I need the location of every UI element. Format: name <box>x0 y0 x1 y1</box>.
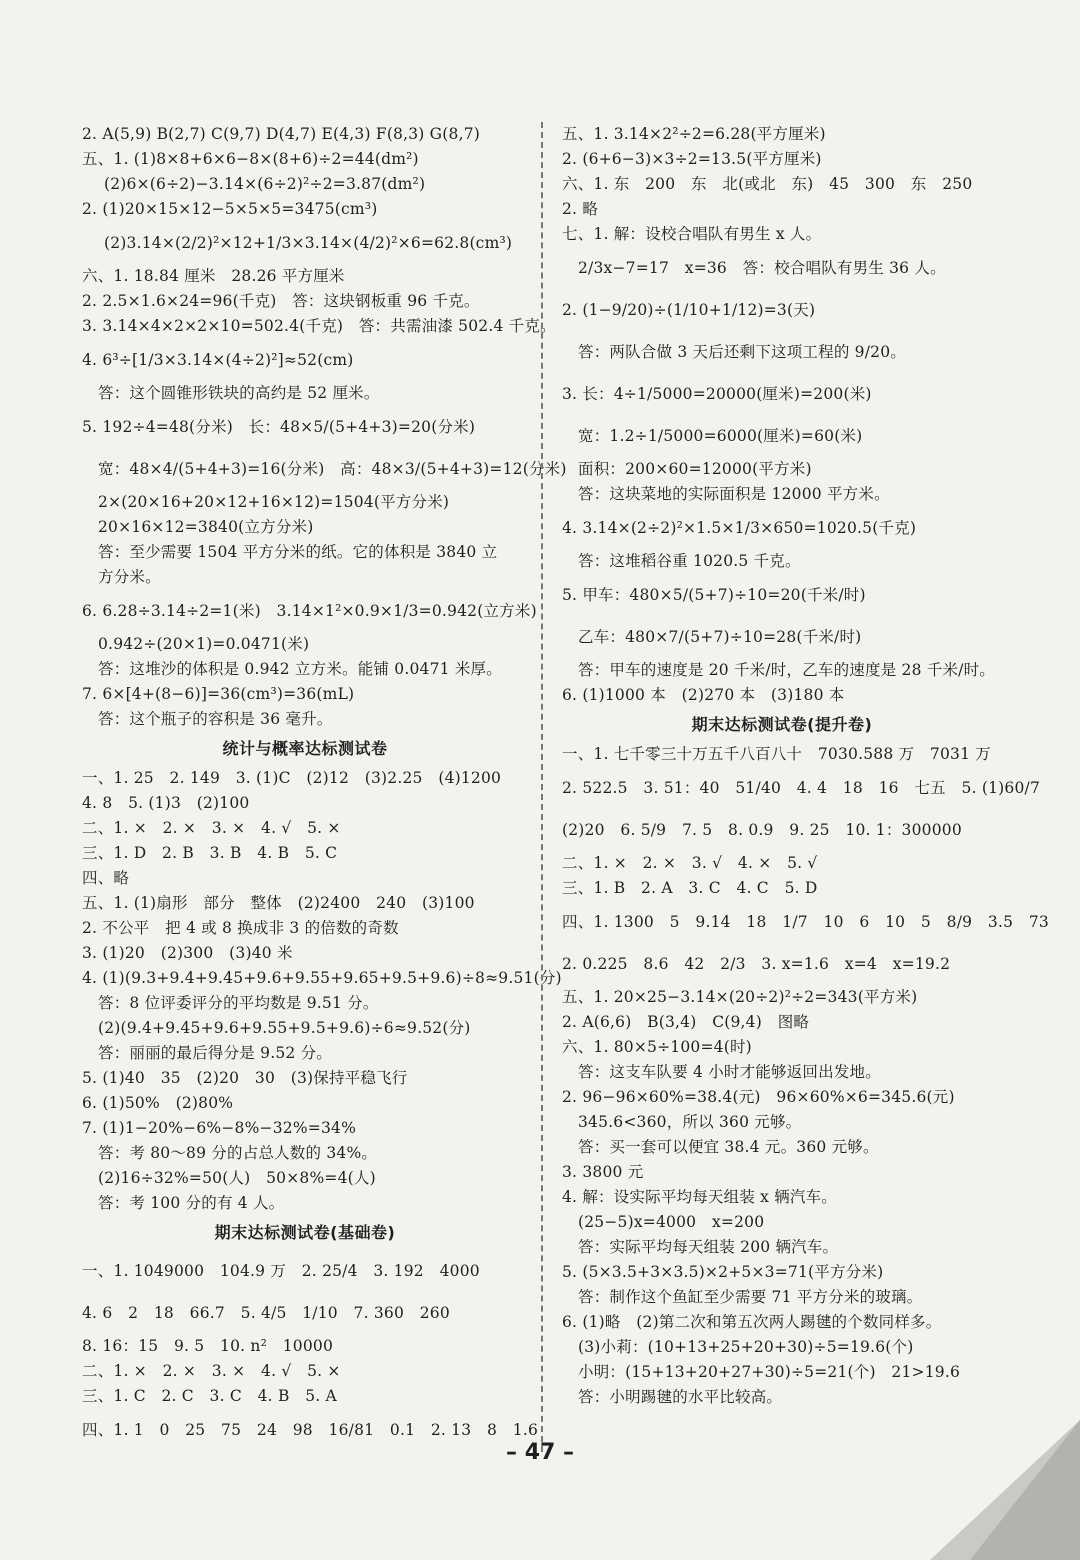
answer-line: 345.6<360，所以 360 元够。 <box>578 1113 802 1131</box>
answer-line: 2. 522.5 3. 51：40 51/40 4. 4 18 16 七五 5. (1)60/7 <box>562 779 1041 797</box>
answer-line: 二、1. × 2. × 3. × 4. √ 5. × <box>82 1362 341 1380</box>
section-title: 期末达标测试卷(基础卷) <box>214 1223 396 1242</box>
section-title: 统计与概率达标测试卷 <box>222 739 388 758</box>
answer-line: 3. 3800 元 <box>562 1163 644 1181</box>
answer-line: 0.942÷(20×1)=0.0471(米) <box>98 635 310 653</box>
answer-line: 一、1. 25 2. 149 3. (1)C (2)12 (3)2.25 (4)1200 <box>82 769 502 787</box>
page-corner-curl <box>930 1420 1080 1560</box>
answer-line: 答：至少需要 1504 平方分米的纸。它的体积是 3840 立 <box>98 543 498 561</box>
section-title: 期末达标测试卷(提升卷) <box>691 715 873 734</box>
answer-line: 4. 解：设实际平均每天组装 x 辆汽车。 <box>562 1188 838 1206</box>
answer-line: 答：这堆沙的体积是 0.942 立方米。能铺 0.0471 米厚。 <box>98 660 502 678</box>
answer-line: 答：甲车的速度是 20 千米/时，乙车的速度是 28 千米/时。 <box>578 661 996 679</box>
answer-line: 面积：200×60=12000(平方米) <box>578 460 812 478</box>
answer-line: 方分米。 <box>98 568 161 586</box>
answer-line: 五、1. (1)扇形 部分 整体 (2)2400 240 (3)100 <box>82 894 475 912</box>
answer-line: 2. (6+6−3)×3÷2=13.5(平方厘米) <box>562 150 822 168</box>
answer-line: 6. (1)50% (2)80% <box>82 1094 234 1112</box>
answer-line: 6. 6.28÷3.14÷2=1(米) 3.14×1²×0.9×1/3=0.942(立方米) <box>82 602 537 620</box>
answer-line: 2/3x−7=17 x=36 答：校合唱队有男生 36 人。 <box>578 259 946 277</box>
answer-line: 答：两队合做 3 天后还剩下这项工程的 9/20。 <box>578 343 906 361</box>
answer-line: 4. 6³÷[1/3×3.14×(4÷2)²]≈52(cm) <box>82 351 354 369</box>
answer-line: 四、1. 1300 5 9.14 18 1/7 10 6 10 5 8/9 3.5 73 <box>562 913 1049 931</box>
answer-line: (2)16÷32%=50(人) 50×8%=4(人) <box>98 1169 376 1187</box>
answer-line: 宽：48×4/(5+4+3)=16(分米) 高：48×3/(5+4+3)=12(分米) <box>98 460 567 478</box>
answer-line: 2. 96−96×60%=38.4(元) 96×60%×6=345.6(元) <box>562 1088 955 1106</box>
answer-line: 一、1. 1049000 104.9 万 2. 25/4 3. 192 4000 <box>82 1262 480 1280</box>
answer-line: 一、1. 七千零三十万五千八百八十 7030.588 万 7031 万 <box>562 745 991 763</box>
answer-line: 四、略 <box>82 869 130 887</box>
answer-line: 2. (1)20×15×12−5×5×5=3475(cm³) <box>82 200 378 218</box>
answer-line: 答：这个圆锥形铁块的高约是 52 厘米。 <box>98 384 380 402</box>
answer-line: 2. (1−9/20)÷(1/10+1/12)=3(天) <box>562 301 816 319</box>
answer-line: 二、1. × 2. × 3. √ 4. × 5. √ <box>562 854 818 872</box>
answer-line: 2×(20×16+20×12+16×12)=1504(平方分米) <box>98 493 450 511</box>
column-divider <box>541 122 543 1452</box>
answer-line: 三、1. D 2. B 3. B 4. B 5. C <box>82 844 338 862</box>
answer-line: 答：这支车队要 4 小时才能够返回出发地。 <box>578 1063 881 1081</box>
answer-line: 五、1. 3.14×2²÷2=6.28(平方厘米) <box>562 125 826 143</box>
answer-line: 2. 0.225 8.6 42 2/3 3. x=1.6 x=4 x=19.2 <box>562 955 951 973</box>
answer-line: (3)小莉：(10+13+25+20+30)÷5=19.6(个) <box>578 1338 914 1356</box>
answer-line: 小明：(15+13+20+27+30)÷5=21(个) 21>19.6 <box>578 1363 961 1381</box>
answer-line: 20×16×12=3840(立方分米) <box>98 518 314 536</box>
answer-line: 2. A(6,6) B(3,4) C(9,4) 图略 <box>562 1013 810 1031</box>
answer-line: 3. 3.14×4×2×2×10=502.4(千克) 答：共需油漆 502.4 千克。 <box>82 317 556 335</box>
answer-line: 四、1. 1 0 25 75 24 98 16/81 0.1 2. 13 8 1.6 <box>82 1421 539 1439</box>
answer-line: 4. (1)(9.3+9.4+9.45+9.6+9.55+9.65+9.5+9.6)÷8≈9.51(分) <box>82 969 562 987</box>
answer-line: 答：考 80～89 分的占总人数的 34%。 <box>98 1144 378 1162</box>
answer-line: (25−5)x=4000 x=200 <box>578 1213 765 1231</box>
answer-line: 5. 192÷4=48(分米) 长：48×5/(5+4+3)=20(分米) <box>82 418 476 436</box>
answer-line: 三、1. B 2. A 3. C 4. C 5. D <box>562 879 818 897</box>
answer-line: 三、1. C 2. C 3. C 4. B 5. A <box>82 1387 337 1405</box>
answer-line: 5. (1)40 35 (2)20 30 (3)保持平稳飞行 <box>82 1069 408 1087</box>
answer-line: (2)6×(6÷2)−3.14×(6÷2)²÷2=3.87(dm²) <box>104 175 426 193</box>
answer-line: 8. 16：15 9. 5 10. n² 10000 <box>82 1337 334 1355</box>
answer-line: 答：实际平均每天组装 200 辆汽车。 <box>578 1238 839 1256</box>
answer-line: 2. 不公平 把 4 或 8 换成非 3 的倍数的奇数 <box>82 919 399 937</box>
answer-line: 3. (1)20 (2)300 (3)40 米 <box>82 944 293 962</box>
answer-line: 六、1. 80×5÷100=4(时) <box>562 1038 752 1056</box>
answer-line: 七、1. 解：设校合唱队有男生 x 人。 <box>562 225 822 243</box>
answer-line: 答：制作这个鱼缸至少需要 71 平方分米的玻璃。 <box>578 1288 923 1306</box>
answer-line: 五、1. 20×25−3.14×(20÷2)²÷2=343(平方米) <box>562 988 918 1006</box>
answer-line: (2)(9.4+9.45+9.6+9.55+9.5+9.6)÷6≈9.52(分) <box>98 1019 471 1037</box>
answer-line: 六、1. 东 200 东 北(或北 东) 45 300 东 250 <box>562 175 973 193</box>
answer-line: 答：这堆稻谷重 1020.5 千克。 <box>578 552 801 570</box>
answer-line: 5. (5×3.5+3×3.5)×2+5×3=71(平方分米) <box>562 1263 884 1281</box>
answer-line: 答：买一套可以便宜 38.4 元。360 元够。 <box>578 1138 879 1156</box>
answer-line: 答：丽丽的最后得分是 9.52 分。 <box>98 1044 332 1062</box>
answer-line: (2)3.14×(2/2)²×12+1/3×3.14×(4/2)²×6=62.8(cm³) <box>104 234 513 252</box>
answer-line: 7. 6×[4+(8−6)]=36(cm³)=36(mL) <box>82 685 355 703</box>
answer-line: 2. 略 <box>562 200 599 218</box>
answer-line: 6. (1)略 (2)第二次和第五次两人踢毽的个数同样多。 <box>562 1313 942 1331</box>
answer-line: (2)20 6. 5/9 7. 5 8. 0.9 9. 25 10. 1：300000 <box>562 821 962 839</box>
left-column <box>82 122 567 1451</box>
answer-line: 六、1. 18.84 厘米 28.26 平方厘米 <box>82 267 345 285</box>
answer-line: 答：考 100 分的有 4 人。 <box>98 1194 285 1212</box>
answer-line: 6. (1)1000 本 (2)270 本 (3)180 本 <box>562 686 845 704</box>
answer-line: 4. 8 5. (1)3 (2)100 <box>82 794 250 812</box>
answer-line: 答：8 位评委评分的平均数是 9.51 分。 <box>98 994 379 1012</box>
answer-line: 7. (1)1−20%−6%−8%−32%=34% <box>82 1119 357 1137</box>
answer-line: 乙车：480×7/(5+7)÷10=28(千米/时) <box>578 628 862 646</box>
answer-line: 二、1. × 2. × 3. × 4. √ 5. × <box>82 819 341 837</box>
answer-line: 2. 2.5×1.6×24=96(千克) 答：这块钢板重 96 千克。 <box>82 292 480 310</box>
answer-line: 4. 3.14×(2÷2)²×1.5×1/3×650=1020.5(千克) <box>562 519 917 537</box>
page-number: – 47 – <box>506 1440 574 1465</box>
answer-line: 4. 6 2 18 66.7 5. 4/5 1/10 7. 360 260 <box>82 1304 450 1322</box>
right-column <box>562 122 1049 1410</box>
answer-line: 3. 长：4÷1/5000=20000(厘米)=200(米) <box>562 385 872 403</box>
answer-line: 宽：1.2÷1/5000=6000(厘米)=60(米) <box>578 427 863 445</box>
answer-line: 5. 甲车：480×5/(5+7)÷10=20(千米/时) <box>562 586 866 604</box>
answer-line: 答：小明踢毽的水平比较高。 <box>578 1388 783 1406</box>
answer-line: 五、1. (1)8×8+6×6−8×(8+6)÷2=44(dm²) <box>82 150 419 168</box>
answer-line: 2. A(5,9) B(2,7) C(9,7) D(4,7) E(4,3) F(8,3) G(8,7) <box>82 125 481 143</box>
answer-line: 答：这个瓶子的容积是 36 毫升。 <box>98 710 333 728</box>
answer-line: 答：这块菜地的实际面积是 12000 平方米。 <box>578 485 890 503</box>
